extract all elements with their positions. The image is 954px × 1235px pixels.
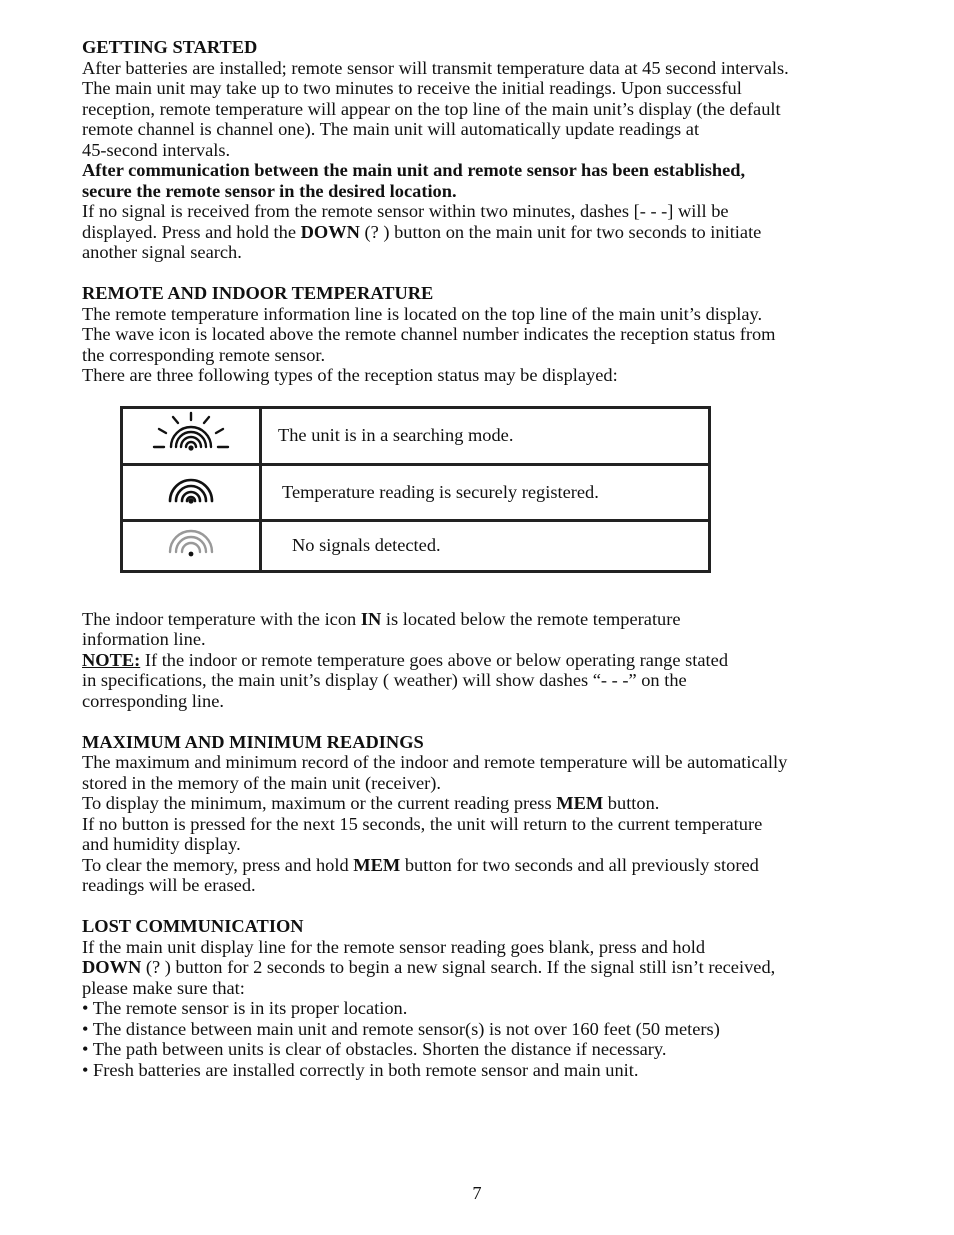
reception-status-table: [120, 406, 711, 573]
text-span: displayed. Press and hold the: [82, 221, 301, 242]
note-line: corresponding line.: [82, 690, 224, 711]
getting-started-line: [82, 222, 882, 243]
heading-max-min: MAXIMUM AND MINIMUM READINGS: [82, 731, 424, 752]
remote-indoor-line: The remote temperature information line is located on the top line of the main unit’s display.: [82, 303, 763, 324]
signal-none-icon: [166, 528, 216, 558]
status-description: No signals detected.: [292, 535, 441, 556]
text-span: is located below the remote temperature: [381, 608, 681, 629]
getting-started-line: If no signal is received from the remote sensor within two minutes, dashes [- - -] will be: [82, 201, 729, 221]
text-span: To clear the memory, press and hold: [82, 854, 354, 875]
table-row: [122, 464, 710, 520]
remote-indoor-line: There are three following types of the reception status may be displayed:: [82, 365, 618, 385]
icon-cell: [122, 520, 261, 571]
max-min-line: [82, 855, 882, 876]
text-span: The indoor temperature with the icon: [82, 608, 361, 629]
heading-lost-communication: LOST COMMUNICATION: [82, 916, 304, 936]
in-icon-label: IN: [360, 608, 382, 629]
heading-getting-started: GETTING STARTED: [82, 37, 258, 57]
getting-started-line: another signal search.: [82, 242, 242, 262]
document-page: [82, 37, 882, 1080]
list-item: • The distance between main unit and remote sensor(s) is not over 160 feet (50 meters): [82, 1018, 720, 1039]
status-description: Temperature reading is securely registered.: [282, 481, 599, 502]
signal-searching-icon: [151, 411, 231, 455]
getting-started-line: After batteries are installed; remote sensor will transmit temperature data at 45 second intervals.: [82, 57, 789, 78]
icon-cell: [122, 464, 261, 520]
lost-comm-line: If the main unit display line for the remote sensor reading goes blank, press and hold: [82, 936, 706, 957]
lost-comm-line: please make sure that:: [82, 977, 245, 998]
status-description-cell: [261, 407, 710, 464]
getting-started-line: reception, remote temperature will appear on the top line of the main unit’s display (the default: [82, 98, 781, 119]
icon-cell: [122, 407, 261, 464]
getting-started-line: remote channel is channel one). The main unit will automatically update readings at: [82, 119, 700, 139]
status-description-cell: [261, 464, 710, 520]
remote-indoor-line: The wave icon is located above the remote channel number indicates the reception status from: [82, 324, 776, 344]
down-button-label: DOWN: [82, 957, 142, 977]
lost-comm-line: [82, 957, 882, 978]
max-min-line: stored in the memory of the main unit (receiver).: [82, 772, 442, 793]
table-row: [122, 520, 710, 571]
signal-registered-icon: [166, 475, 216, 505]
mem-button-label: MEM: [353, 854, 401, 875]
status-description: The unit is in a searching mode.: [278, 425, 514, 446]
note-line: in specifications, the main unit’s display ( weather) will show dashes “- - -” on the: [82, 670, 687, 690]
max-min-line: If no button is pressed for the next 15 seconds, the unit will return to the current temperature: [82, 813, 763, 834]
max-min-line: readings will be erased.: [82, 875, 256, 895]
max-min-line: [82, 793, 882, 814]
note-label: NOTE:: [82, 649, 141, 670]
indoor-line: [82, 609, 882, 630]
remote-indoor-line: the corresponding remote sensor.: [82, 344, 326, 365]
note-line: [82, 650, 882, 671]
getting-started-bold-line: After communication between the main unit and remote sensor has been established,: [82, 160, 746, 180]
list-item: • Fresh batteries are installed correctly in both remote sensor and main unit.: [82, 1059, 639, 1080]
text-span: (? ) button on the main unit for two seconds to initiate: [359, 221, 762, 242]
heading-remote-indoor: REMOTE AND INDOOR TEMPERATURE: [82, 283, 434, 303]
text-span: If the indoor or remote temperature goes above or below operating range stated: [140, 649, 729, 670]
text-span: To display the minimum, maximum or the current reading press: [82, 793, 557, 813]
status-description-cell: [261, 520, 710, 571]
text-span: button for two seconds and all previously stored: [400, 854, 759, 875]
list-item: • The path between units is clear of obstacles. Shorten the distance if necessary.: [82, 1039, 667, 1059]
text-span: button.: [603, 793, 660, 813]
max-min-line: The maximum and minimum record of the indoor and remote temperature will be automatically: [82, 752, 788, 772]
getting-started-line: 45-second intervals.: [82, 139, 231, 160]
down-button-label: DOWN: [300, 221, 360, 242]
indoor-line: information line.: [82, 629, 206, 649]
table-row: [122, 407, 710, 464]
list-item: • The remote sensor is in its proper location.: [82, 998, 408, 1018]
max-min-line: and humidity display.: [82, 834, 241, 854]
text-span: (? ) button for 2 seconds to begin a new signal search. If the signal still isn’t received,: [141, 957, 776, 977]
mem-button-label: MEM: [556, 793, 604, 813]
getting-started-line: The main unit may take up to two minutes to receive the initial readings. Upon successful: [82, 78, 742, 98]
page-number: 7: [472, 1183, 482, 1203]
getting-started-bold-line: secure the remote sensor in the desired location.: [82, 180, 457, 201]
